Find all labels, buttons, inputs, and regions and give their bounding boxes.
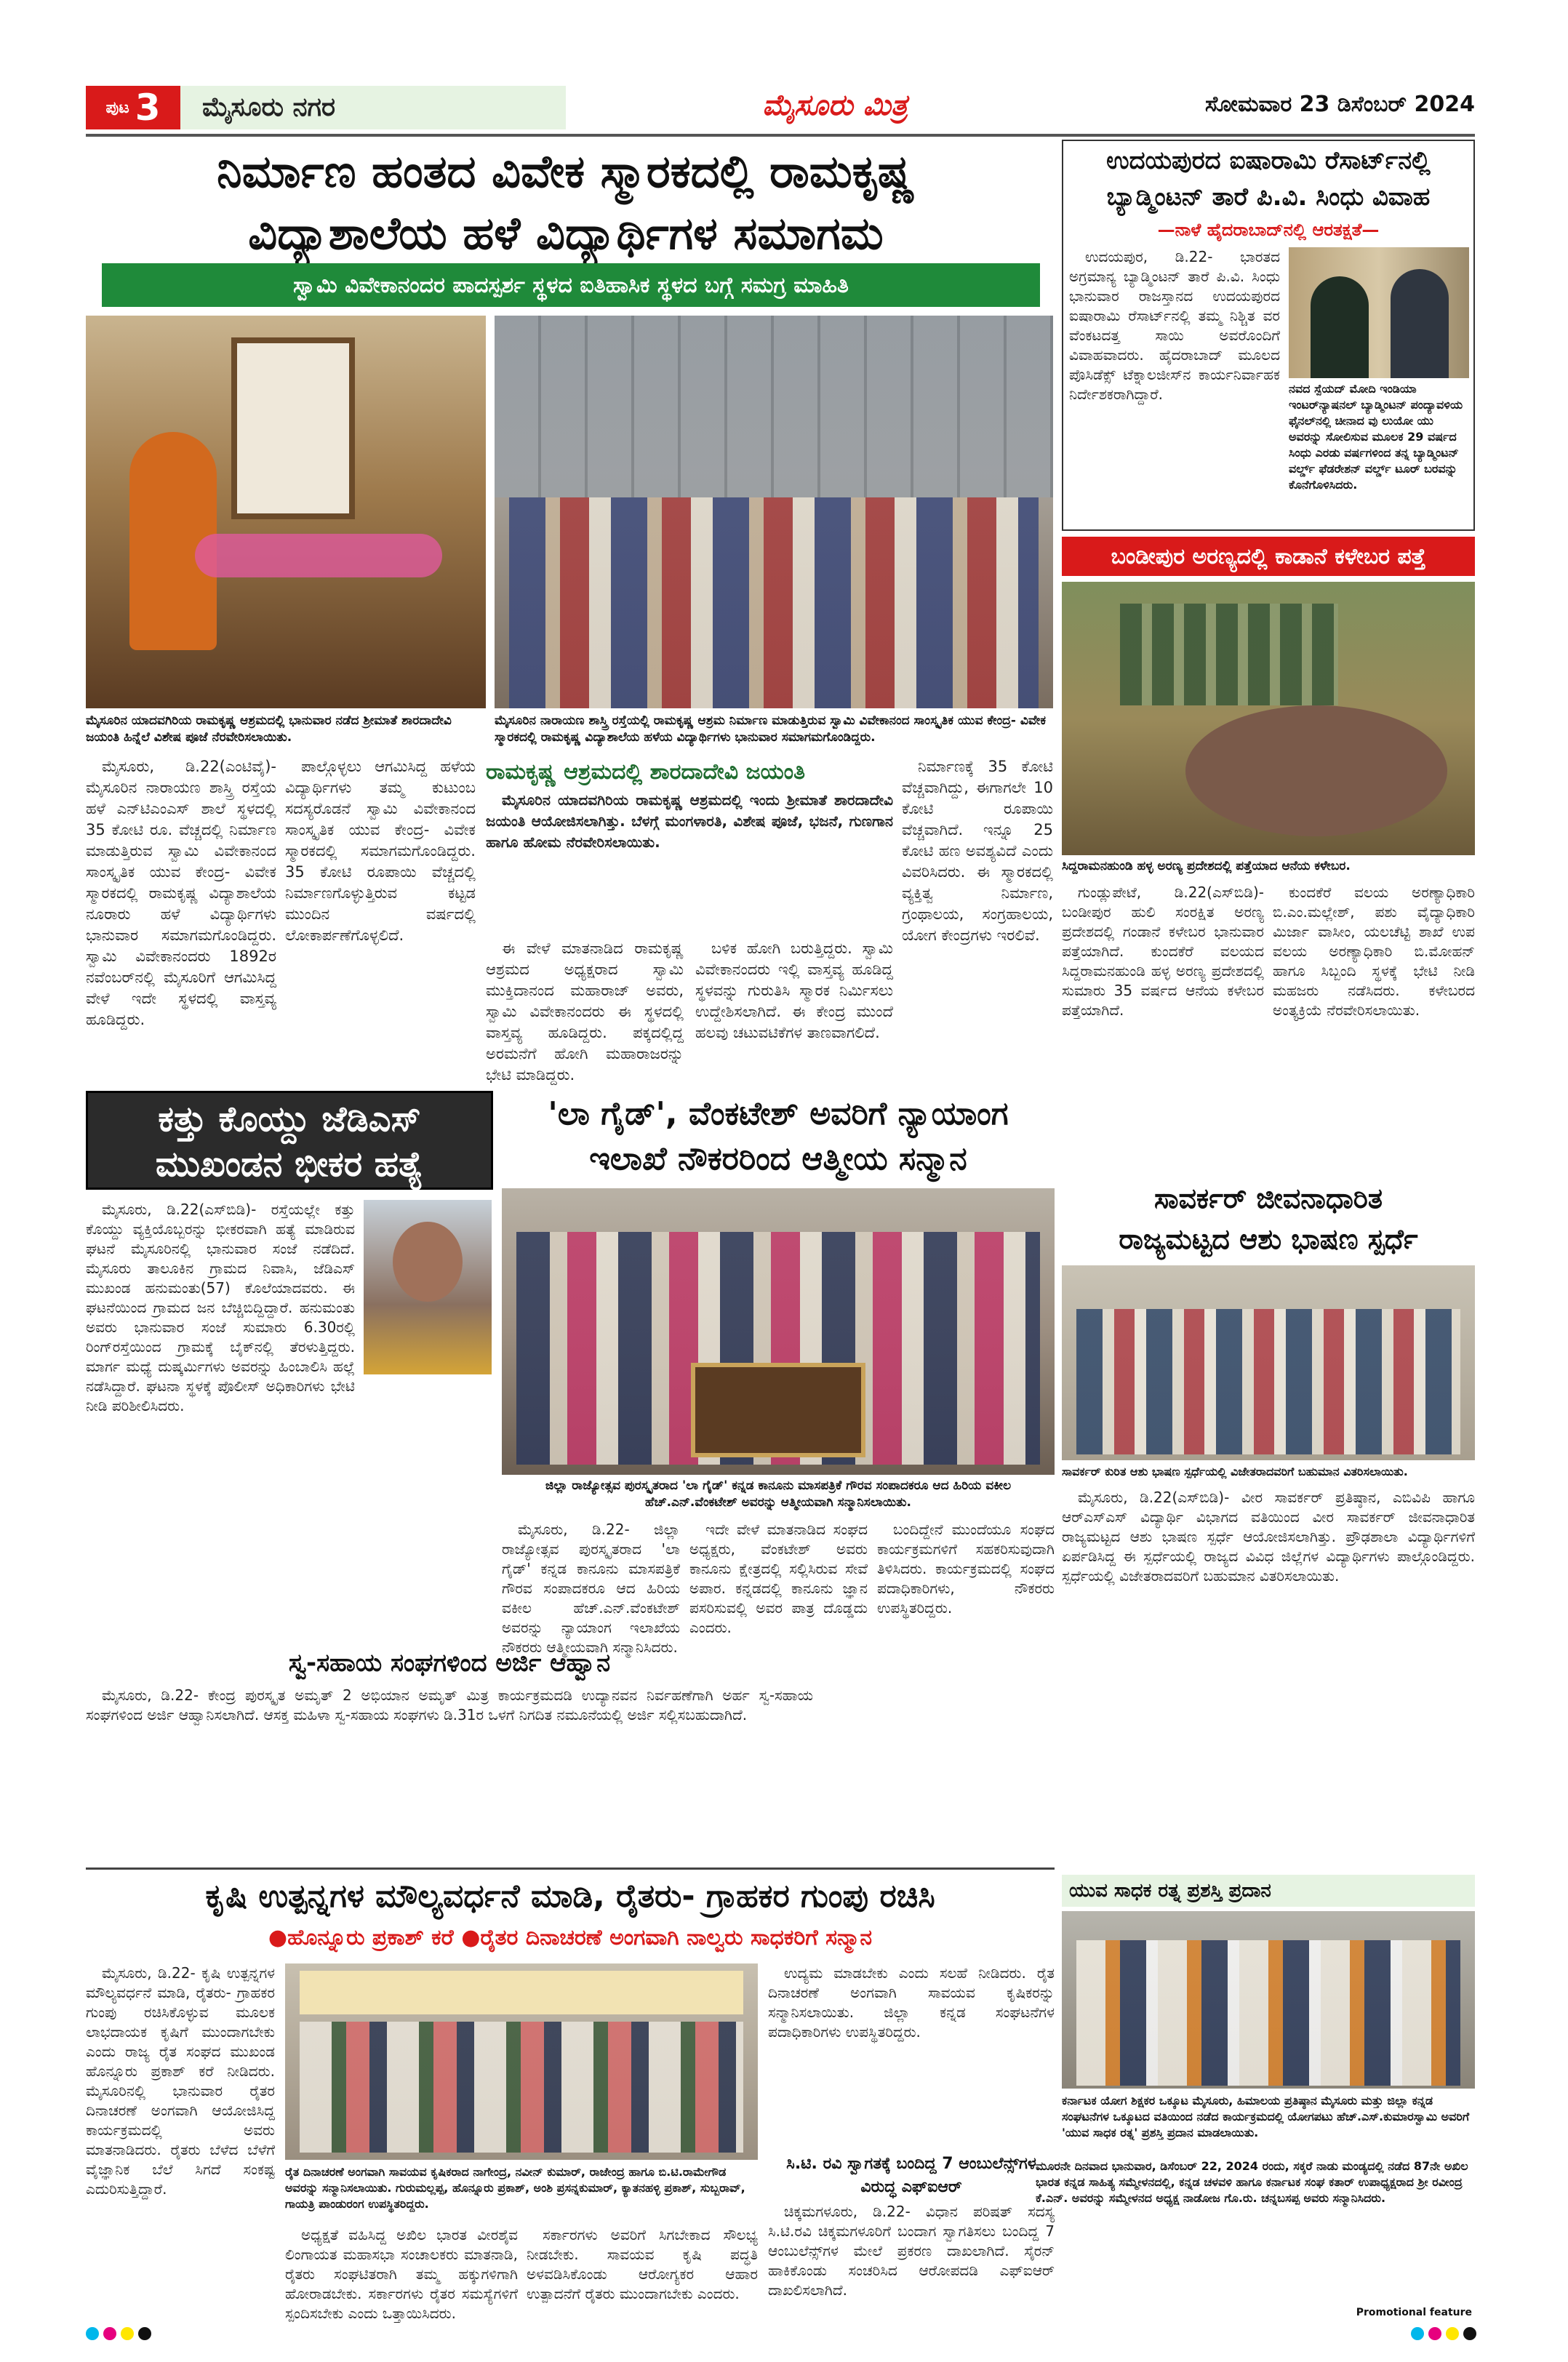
sindhu-figure <box>1311 276 1369 378</box>
law-col3-text: ಬಂದಿದ್ದೇನೆ ಮುಂದೆಯೂ ಸಂಘದ ಕಾರ್ಯಕ್ರಮಗಳಿಗೆ ಸಹಕರಿಸುವುದಾಗಿ ತಿಳಿಸಿದರು. ಕಾರ್ಯಕ್ರಮದಲ್ಲಿ ಸಂಘದ ಪದಾಧಿಕಾರಿಗಳು, ನೌಕರರು ಉಪಸ್ಥಿತರಿದ್ದರು. <box>877 1521 1055 1617</box>
krishi-col1-text: ಮೈಸೂರು, ಡಿ.22- ಕೃಷಿ ಉತ್ಪನ್ನಗಳ ಮೌಲ್ಯವರ್ಧನೆ ಮಾಡಿ, ರೈತರು- ಗ್ರಾಹಕರ ಗುಂಪು ರಚಿಸಿಕೊಳ್ಳುವ ಮೂಲಕ ಲಾಭದಾಯಕ ಕೃಷಿಗೆ ಮುಂದಾಗಬೇಕು ಎಂದು ರಾಜ್ಯ ರೈತ ಸಂಘದ ಮುಖಂಡ ಹೊನ್ನೂರು ಪ್ರಕಾಶ್ ಕರೆ ನೀಡಿದರು. ಮೈಸೂರಿನಲ್ಲಿ ಭಾನುವಾರ ರೈತರ ದಿನಾಚರಣೆ ಅಂಗವಾಗಿ ಆಯೋಜಿಸಿದ್ದ ಕಾರ್ಯಕ್ರಮದಲ್ಲಿ ಅವರು ಮಾತನಾಡಿದರು. ರೈತರು ಬೆಳೆದ ಬೆಳೆಗೆ ವೈಜ್ಞಾನಿಕ ಬೆಲೆ ಸಿಗದೆ ಸಂಕಷ್ಟ ಎದುರಿಸುತ್ತಿದ್ದಾರೆ. <box>86 1964 275 2198</box>
yuva-caption: ಕರ್ನಾಟಕ ಯೋಗ ಶಿಕ್ಷಕರ ಒಕ್ಕೂಟ ಮೈಸೂರು, ಹಿಮಾಲಯ ಪ್ರತಿಷ್ಠಾನ ಮೈಸೂರು ಮತ್ತು ಜಿಲ್ಲಾ ಕನ್ನಡ ಸಂಘಟನೆಗಳ ಒಕ್ಕೂಟದ ವತಿಯಿಂದ ನಡೆದ ಕಾರ್ಯಕ್ರಮದಲ್ಲಿ ಯೋಗಪಟು ಹೆಚ್.ಎಸ್.ಕುಮಾರಸ್ವಾಮಿ ಅವರಿಗೆ 'ಯುವ ಸಾಧಕ ರತ್ನ' ಪ್ರಶಸ್ತಿ ಪ್ರದಾನ ಮಾಡಲಾಯಿತು. <box>1062 2094 1470 2139</box>
law-headline-line1: 'ಲಾ ಗೈಡ್', ವೆಂಕಟೇಶ್ ಅವರಿಗೆ ನ್ಯಾಯಾಂಗ <box>548 1095 1009 1132</box>
promo-caption: ಮೂರನೇ ದಿನವಾದ ಭಾನುವಾರ, ಡಿಸೆಂಬರ್ 22, 2024 ರಂದು, ಸಕ್ಕರೆ ನಾಡು ಮಂಡ್ಯದಲ್ಲಿ ನಡೆದ 87ನೇ ಅಖಿಲ ಭಾರತ ಕನ್ನಡ ಸಾಹಿತ್ಯ ಸಮ್ಮೇಳನದಲ್ಲಿ, ಕನ್ನಡ ಚಳವಳಿ ಹಾಗೂ ಕರ್ನಾಟಕ ಸಂಘ ಕತಾರ್ ಉಪಾಧ್ಯಕ್ಷರಾದ ಶ್ರೀ ರವೀಂದ್ರ ಕೆ.ಎನ್. ಅವರನ್ನು ಸಮ್ಮೇಳನದ ಅಧ್ಯಕ್ಷ ನಾಡೋಜ ಗೊ.ರು. ಚನ್ನಬಸಪ್ಪ ಅವರು ಸನ್ಮಾನಿಸಿದರು. <box>1036 2159 1468 2205</box>
section-name: ಮೈಸೂರು ನಗರ <box>180 86 566 129</box>
photo-krishi-felicitation <box>285 1963 758 2160</box>
murder-body <box>86 1200 493 1636</box>
law-headline-line2: ಇಲಾಖೆ ನೌಕರರಿಂದ ಆತ್ಮೀಯ ಸನ್ಮಾನ <box>589 1140 967 1177</box>
krishi-caption: ರೈತ ದಿನಾಚರಣೆ ಅಂಗವಾಗಿ ಸಾವಯವ ಕೃಷಿಕರಾದ ನಾಗೇಂದ್ರ, ನವೀನ್ ಕುಮಾರ್, ರಾಜೇಂದ್ರ ಹಾಗೂ ಬಿ.ಟಿ.ರಾಮೇಗೌಡ ಅವರನ್ನು ಸನ್ಮಾನಿಸಲಾಯಿತು. ಗುರುಮಲ್ಲಪ್ಪ, ಹೊನ್ನೂರು ಪ್ರಕಾಶ್, ಅಂಶಿ ಪ್ರಸನ್ನಕುಮಾರ್, ಕ್ಯಾತನಹಳ್ಳಿ ಪ್ರಕಾಶ್, ಸುಬ್ಬರಾವ್, ಗಾಯತ್ರಿ ಪಾಂಡುರಂಗ ಉಪಸ್ಥಿತರಿದ್ದರು. <box>285 2165 745 2211</box>
krishi-body-col3 <box>527 2225 758 2313</box>
krishi-body-col1 <box>86 1963 275 2305</box>
photo-alumni-group <box>495 316 1053 708</box>
savarkar-body <box>1062 1488 1475 1866</box>
elephant-caption: ಸಿದ್ದರಾಮನಹುಂಡಿ ಹಳ್ಳ ಅರಣ್ಯ ಪ್ರದೇಶದಲ್ಲಿ ಪತ್ತೆಯಾದ ಆನೆಯ ಕಳೇಬರ. <box>1062 859 1351 873</box>
photo-elephant-carcass <box>1062 582 1475 855</box>
memento-frame <box>691 1363 865 1457</box>
sharada-intro <box>486 790 893 935</box>
ct-ravi-body-text: ಚಿಕ್ಕಮಗಳೂರು, ಡಿ.22- ವಿಧಾನ ಪರಿಷತ್ ಸದಸ್ಯ ಸಿ.ಟಿ.ರವಿ ಚಿಕ್ಕಮಗಳೂರಿಗೆ ಬಂದಾಗ ಸ್ವಾಗತಿಸಲು ಬಂದಿದ್ದ 7 ಆಂಬುಲೆನ್ಸ್‌ಗಳ ಮೇಲೆ ಪ್ರಕರಣ ದಾಖಲಾಗಿದೆ. ಸೈರನ್ ಹಾಕಿಕೊಂಡು ಸಂಚರಿಸಿದ ಆರೋಪದಡಿ ಎಫ್‌ಐಆರ್ ದಾಖಲಿಸಲಾಗಿದೆ. <box>768 2203 1055 2299</box>
krishi-col3-text: ಸರ್ಕಾರಗಳು ಅವರಿಗೆ ಸಿಗಬೇಕಾದ ಸೌಲಭ್ಯ ನೀಡಬೇಕು. ಸಾವಯವ ಕೃಷಿ ಪದ್ಧತಿ ಅಳವಡಿಸಿಕೊಂಡು ಆರೋಗ್ಯಕರ ಆಹಾರ ಉತ್ಪಾದನೆಗೆ ರೈತರು ಮುಂದಾಗಬೇಕು ಎಂದರು. <box>527 2226 758 2302</box>
ct-ravi-body <box>768 2202 1055 2311</box>
lead-subhead: ಸ್ವಾಮಿ ವಿವೇಕಾನಂದರ ಪಾದಸ್ಪರ್ಶ ಸ್ಥಳದ ಐತಿಹಾಸಿಕ ಸ್ಥಳದ ಬಗ್ಗೆ ಸಮಗ್ರ ಮಾಹಿತಿ <box>102 263 1040 307</box>
murder-headline-box <box>86 1091 493 1190</box>
winners-group <box>1076 1309 1460 1454</box>
photo-law-felicitation <box>502 1188 1055 1475</box>
murder-body-text: ಮೈಸೂರು, ಡಿ.22(ಎಸ್‌ಬಿಡಿ)- ರಸ್ತೆಯಲ್ಲೇ ಕತ್ತು ಕೊಯ್ದು ವ್ಯಕ್ತಿಯೊಬ್ಬರನ್ನು ಭೀಕರವಾಗಿ ಹತ್ಯೆ ಮಾಡಿರುವ ಘಟನೆ ಮೈಸೂರಿನಲ್ಲಿ ಭಾನುವಾರ ಸಂಜೆ ನಡೆದಿದೆ. ಮೈಸೂರು ತಾಲೂಕಿನ ಗ್ರಾಮದ ನಿವಾಸಿ, ಜೆಡಿಎಸ್ ಮುಖಂಡ ಹನುಮಂತು(57) ಕೊಲೆಯಾದವರು. ಈ ಘಟನೆಯಿಂದ ಗ್ರಾಮದ ಜನ ಬೆಚ್ಚಿಬಿದ್ದಿದ್ದಾರೆ. ಹನುಮಂತು ಅವರು ಭಾನುವಾರ ಸಂಜೆ ಸುಮಾರು 6.30ರಲ್ಲಿ ರಿಂಗ್‌ರಸ್ತೆಯಿಂದ ಗ್ರಾಮಕ್ಕೆ ಬೈಕ್‌ನಲ್ಲಿ ತೆರಳುತ್ತಿದ್ದರು. ಮಾರ್ಗ ಮಧ್ಯೆ ದುಷ್ಕರ್ಮಿಗಳು ಅವರನ್ನು ಹಿಂಬಾಲಿಸಿ ಹಲ್ಲೆ ನಡೆಸಿದ್ದಾರೆ. ಘಟನಾ ಸ್ಥಳಕ್ಕೆ ಪೊಲೀಸ್ ಅಧಿಕಾರಿಗಳು ಭೇಟಿ ನೀಡಿ ಪರಿಶೀಲಿಸಿದರು. <box>86 1201 355 1414</box>
photo-yuva-award <box>1062 1911 1475 2089</box>
lead-col1-text: ಮೈಸೂರು, ಡಿ.22(ಎಂಟಿವೈ)- ಮೈಸೂರಿನ ನಾರಾಯಣ ಶಾಸ್ತ್ರಿ ರಸ್ತೆಯ ಹಳೆ ಎನ್‌ಟಿಎಂಎಸ್ ಶಾಲೆ ಸ್ಥಳದಲ್ಲಿ 35 ಕೋಟಿ ರೂ. ವೆಚ್ಚದಲ್ಲಿ ನಿರ್ಮಾಣ ಮಾಡುತ್ತಿರುವ ಸ್ವಾಮಿ ವಿವೇಕಾನಂದ ಸಾಂಸ್ಕೃತಿಕ ಯುವ ಕೇಂದ್ರ- ವಿವೇಕ ಸ್ಮಾರಕದಲ್ಲಿ ರಾಮಕೃಷ್ಣ ವಿದ್ಯಾಶಾಲೆಯ ನೂರಾರು ಹಳೆ ವಿದ್ಯಾರ್ಥಿಗಳು ಭಾನುವಾರ ಸಮಾಗಮಗೊಂಡಿದ್ದರು. ಸ್ವಾಮಿ ವಿವೇಕಾನಂದರು 1892ರ ನವೆಂಬರ್‌ನಲ್ಲಿ ಮೈಸೂರಿಗೆ ಆಗಮಿಸಿದ್ದ ವೇಳೆ ಇದೇ ಸ್ಥಳದಲ್ಲಿ ವಾಸ್ತವ್ಯ ಹೂಡಿದ್ದರು. <box>86 758 276 1028</box>
law-body-col1 <box>502 1520 680 1862</box>
sindhu-headline-line1: ಉದಯಪುರದ ಐಷಾರಾಮಿ ರೆಸಾರ್ಟ್‌ನಲ್ಲಿ <box>1106 146 1431 175</box>
reg-dot-magenta-right <box>1428 2327 1441 2340</box>
reg-dot-magenta <box>103 2327 116 2340</box>
lead-headline-line1: ನಿರ್ಮಾಣ ಹಂತದ ವಿವೇಕ ಸ್ಮಾರಕದಲ್ಲಿ ರಾಮಕೃಷ್ಣ <box>217 145 915 198</box>
law-col1-text: ಮೈಸೂರು, ಡಿ.22- ಜಿಲ್ಲಾ ರಾಜ್ಯೋತ್ಸವ ಪುರಸ್ಕೃತರಾದ 'ಲಾ ಗೈಡ್' ಕನ್ನಡ ಕಾನೂನು ಮಾಸಪತ್ರಿಕೆ ಗೌರವ ಸಂಪಾದಕರೂ ಆದ ಹಿರಿಯ ವಕೀಲ ಹೆಚ್.ಎನ್.ವೆಂಕಟೇಶ್ ಅವರನ್ನು ನ್ಯಾಯಾಂಗ ಇಲಾಖೆಯ ನೌಕರರು ಆತ್ಮೀಯವಾಗಿ ಸನ್ಮಾನಿಸಿದರು. <box>502 1521 680 1656</box>
page-label: ಪುಟ <box>105 98 129 117</box>
savarkar-headline-line1: ಸಾವರ್ಕರ್ ಜೀವನಾಧಾರಿತ <box>1153 1182 1383 1214</box>
reg-dot-yellow <box>121 2327 134 2340</box>
elephant-col1-text: ಗುಂಡ್ಲುಪೇಟೆ, ಡಿ.22(ಎಸ್‌ಬಿಡಿ)- ಬಂಡೀಪುರ ಹುಲಿ ಸಂರಕ್ಷಿತ ಅರಣ್ಯ ಪ್ರದೇಶದಲ್ಲಿ ಗಂಡಾನೆ ಕಳೇಬರ ಭಾನುವಾರ ಪತ್ತೆಯಾಗಿದೆ. ಕುಂದಕೆರೆ ವಲಯದ ಸಿದ್ದರಾಮನಹುಂಡಿ ಹಳ್ಳ ಅರಣ್ಯ ಪ್ರದೇಶದಲ್ಲಿ ಸುಮಾರು 35 ವರ್ಷದ ಆನೆಯ ಕಳೇಬರ ಪತ್ತೆಯಾಗಿದೆ. <box>1062 884 1264 1019</box>
krishi-body-col2 <box>285 2225 518 2322</box>
masthead-rule <box>86 134 1475 137</box>
sindhu-kicker: —ನಾಳೆ ಹೈದರಾಬಾದ್‌ನಲ್ಲಿ ಆರತಕ್ಷತೆ— <box>1157 220 1380 240</box>
building-scaffold <box>495 316 1053 497</box>
flower-garlands <box>195 534 442 577</box>
reg-dot-cyan-right <box>1411 2327 1424 2340</box>
krishi-top-rule <box>86 1867 1055 1870</box>
photo-sindhu-couple <box>1289 247 1469 378</box>
krishi-body-col4 <box>768 1963 1055 2145</box>
law-caption: ಜಿಲ್ಲಾ ರಾಜ್ಯೋತ್ಸವ ಪುರಸ್ಕೃತರಾದ 'ಲಾ ಗೈಡ್' ಕನ್ನಡ ಕಾನೂನು ಮಾಸಪತ್ರಿಕೆ ಗೌರವ ಸಂಪಾದಕರೂ ಆದ ಹಿರಿಯ ವಕೀಲ ಹೆಚ್.ಎನ್.ವೆಂಕಟೇಶ್ ಅವರನ್ನು ಆತ್ಮೀಯವಾಗಿ ಸನ್ಮಾನಿಸಲಾಯಿತು. <box>545 1478 1012 1510</box>
sindhu-caption: ನವದ ಸ್ಪೆಯದ್ ಮೋದಿ ಇಂಡಿಯಾ ಇಂಟರ್‌ನ್ಯಾಷನಲ್ ಬ್ಯಾಡ್ಮಿಂಟನ್ ಪಂದ್ಯಾವಳಿಯ ಫೈನಲ್‌ನಲ್ಲಿ ಚೀನಾದ ವು ಲುಯೋ ಯು ಅವರನ್ನು ಸೋಲಿಸುವ ಮೂಲಕ 29 ವರ್ಷದ ಸಿಂಧು ಎರಡು ವರ್ಷಗಳಿಂದ ತನ್ನ ಬ್ಯಾಡ್ಮಿಂಟನ್ ವರ್ಲ್ಡ್ ಫೆಡರೇಶನ್ ವರ್ಲ್ಡ್ ಟೂರ್ ಬರವನ್ನು ಕೊನೆಗೊಳಿಸಿದರು. <box>1289 382 1463 492</box>
photo-savarkar-winners <box>1062 1265 1475 1460</box>
lead-headline-line2: ವಿದ್ಯಾಶಾಲೆಯ ಹಳೆ ವಿದ್ಯಾರ್ಥಿಗಳ ಸಮಾಗಮ <box>248 207 884 260</box>
savarkar-caption: ಸಾವರ್ಕರ್ ಕುರಿತ ಆಶು ಭಾಷಣ ಸ್ಪರ್ಧೆಯಲ್ಲಿ ವಿಜೇತರಾದವರಿಗೆ ಬಹುಮಾನ ವಿತರಿಸಲಾಯಿತು. <box>1062 1465 1408 1478</box>
elephant-body-col2 <box>1273 883 1475 1174</box>
selfhelp-body-text: ಮೈಸೂರು, ಡಿ.22- ಕೇಂದ್ರ ಪುರಸ್ಕೃತ ಅಮೃತ್ 2 ಅಭಿಯಾನ ಅಮೃತ್ ಮಿತ್ರ ಕಾರ್ಯಕ್ರಮದಡಿ ಉದ್ಯಾನವನ ನಿರ್ವಹಣೆಗಾಗಿ ಅರ್ಹ ಸ್ವ-ಸಹಾಯ ಸಂಘಗಳಿಂದ ಅರ್ಜಿ ಆಹ್ವಾನಿಸಲಾಗಿದೆ. ಆಸಕ್ತ ಮಹಿಳಾ ಸ್ವ-ಸಹಾಯ ಸಂಘಗಳು ಡಿ.31ರ ಒಳಗೆ ನಿಗದಿತ ನಮೂನೆಯಲ್ಲಿ ಅರ್ಜಿ ಸಲ್ಲಿಸಬಹುದಾಗಿದೆ. <box>86 1686 813 1724</box>
sindhu-body-text: ಉದಯಪುರ, ಡಿ.22- ಭಾರತದ ಅಗ್ರಮಾನ್ಯ ಬ್ಯಾಡ್ಮಿಂಟನ್ ತಾರೆ ಪಿ.ವಿ. ಸಿಂಧು ಭಾನುವಾರ ರಾಜಸ್ತಾನದ ಉದಯಪುರದ ಐಷಾರಾಮಿ ರೆಸಾರ್ಟ್‌ನಲ್ಲಿ ತಮ್ಮ ನಿಶ್ಚಿತ ವರ ವೆಂಕಟದತ್ತ ಸಾಯಿ ಅವರೊಂದಿಗೆ ವಿವಾಹವಾದರು. ಹೈದರಾಬಾದ್ ಮೂಲದ ಪೊಸಿಡೆಕ್ಸ್ ಟೆಕ್ನಾಲಜೀಸ್‌ನ ಕಾರ್ಯನಿರ್ವಾಹಕ ನಿರ್ದೇಶಕರಾಗಿದ್ದಾರೆ. <box>1069 248 1280 403</box>
sindhu-headline-line2: ಬ್ಯಾಡ್ಮಿಂಟನ್ ತಾರೆ ಪಿ.ವಿ. ಸಿಂಧು ವಿವಾಹ <box>1106 183 1431 212</box>
murder-headline-line2: ಮುಖಂಡನ ಭೀಕರ ಹತ್ಯೆ <box>155 1144 424 1185</box>
elephant-headline: ಬಂಡೀಪುರ ಅರಣ್ಯದಲ್ಲಿ ಕಾಡಾನೆ ಕಳೇಬರ ಪತ್ತೆ <box>1062 537 1475 576</box>
yuva-headline: ಯುವ ಸಾಧಕ ರತ್ನ ಪ್ರಶಸ್ತಿ ಪ್ರದಾನ <box>1069 1880 1271 1902</box>
lead-col2-text: ಪಾಲ್ಗೊಳ್ಳಲು ಆಗಮಿಸಿದ್ದ ಹಳೆಯ ವಿದ್ಯಾರ್ಥಿಗಳು ತಮ್ಮ ಕುಟುಂಬ ಸದಸ್ಯರೊಡನೆ ಸ್ವಾಮಿ ವಿವೇಕಾನಂದ ಸಾಂಸ್ಕೃತಿಕ ಯುವ ಕೇಂದ್ರ- ವಿವೇಕ ಸ್ಮಾರಕದಲ್ಲಿ ಸಮಾಗಮಗೊಂಡಿದ್ದರು. 35 ಕೋಟಿ ರೂಪಾಯಿ ವೆಚ್ಚದಲ್ಲಿ ನಿರ್ಮಾಣಗೊಳ್ಳುತ್ತಿರುವ ಕಟ್ಟಡ ಮುಂದಿನ ವರ್ಷದಲ್ಲಿ ಲೋಕಾರ್ಪಣೆಗೊಳ್ಳಲಿದೆ. <box>285 758 476 944</box>
promo-note: Promotional feature <box>1356 2307 1472 2318</box>
krishi-col4-text: ಉದ್ಯಮ ಮಾಡಬೇಕು ಎಂದು ಸಲಹೆ ನೀಡಿದರು. ರೈತ ದಿನಾಚರಣೆ ಅಂಗವಾಗಿ ಸಾವಯವ ಕೃಷಿಕರನ್ನು ಸನ್ಮಾನಿಸಲಾಯಿತು. ಜಿಲ್ಲಾ ಕನ್ನಡ ಸಂಘಟನೆಗಳ ಪದಾಧಿಕಾರಿಗಳು ಉಪಸ್ಥಿತರಿದ್ದರು. <box>768 1964 1055 2041</box>
ct-ravi-headline: ಸಿ.ಟಿ. ರವಿ ಸ್ವಾಗತಕ್ಕೆ ಬಂದಿದ್ದ 7 ಆಂಬುಲೆನ್ಸ್‌ಗಳ ವಿರುದ್ಧ ಎಫ್‌ಐಆರ್ <box>786 2155 1036 2196</box>
lead-col3-text: ಈ ವೇಳೆ ಮಾತನಾಡಿದ ರಾಮಕೃಷ್ಣ ಆಶ್ರಮದ ಅಧ್ಯಕ್ಷರಾದ ಸ್ವಾಮಿ ಮುಕ್ತಿದಾನಂದ ಮಹಾರಾಜ್ ಅವರು, ಸ್ವಾಮಿ ವಿವೇಕಾನಂದರು ಈ ಸ್ಥಳದಲ್ಲಿ ವಾಸ್ತವ್ಯ ಹೂಡಿದ್ದರು. ಪಕ್ಕದಲ್ಲಿದ್ದ ಅರಮನೆಗೆ ಹೋಗಿ ಮಹಾರಾಜರನ್ನು ಭೇಟಿ ಮಾಡಿದ್ದರು. <box>486 940 684 1084</box>
savarkar-headline-line2: ರಾಜ್ಯಮಟ್ಟದ ಆಶು ಭಾಷಣ ಸ್ಪರ್ಧೆ <box>1119 1223 1418 1255</box>
masthead <box>86 86 1475 135</box>
photo-sharada-puja <box>86 316 486 708</box>
lead-caption-left: ಮೈಸೂರಿನ ಯಾದವಗಿರಿಯ ರಾಮಕೃಷ್ಣ ಆಶ್ರಮದಲ್ಲಿ ಭಾನುವಾರ ನಡೆದ ಶ್ರೀಮಾತೆ ಶಾರದಾದೇವಿ ಜಯಂತಿ ಹಿನ್ನೆಲೆ ವಿಶೇಷ ಪೂಜೆ ನೆರವೇರಿಸಲಾಯಿತು. <box>86 713 452 745</box>
forest-officials <box>1120 604 1338 705</box>
lead-col5-text: ನಿರ್ಮಾಣಕ್ಕೆ 35 ಕೋಟಿ ವೆಚ್ಚವಾಗಿದ್ದು, ಈಗಾಗಲೇ 10 ಕೋಟಿ ರೂಪಾಯಿ ವೆಚ್ಚವಾಗಿದೆ. ಇನ್ನೂ 25 ಕೋಟಿ ಹಣ ಅವಶ್ಯವಿದೆ ಎಂದು ವಿವರಿಸಿದರು. ಈ ಸ್ಮಾರಕದಲ್ಲಿ ವ್ಯಕ್ತಿತ್ವ ನಿರ್ಮಾಣ, ಗ್ರಂಥಾಲಯ, ಸಂಗ್ರಹಾಲಯ, ಯೋಗ ಕೇಂದ್ರಗಳು ಇರಲಿವೆ. <box>902 758 1053 944</box>
page-number: 3 <box>135 87 161 129</box>
reg-dot-yellow-right <box>1446 2327 1459 2340</box>
yuva-headline-bar <box>1062 1875 1475 1907</box>
farmers-group <box>300 2022 743 2153</box>
sharada-intro-text: ಮೈಸೂರಿನ ಯಾದವಗಿರಿಯ ರಾಮಕೃಷ್ಣ ಆಶ್ರಮದಲ್ಲಿ ಇಂದು ಶ್ರೀಮಾತೆ ಶಾರದಾದೇವಿ ಜಯಂತಿ ಆಯೋಜಿಸಲಾಗಿತ್ತು. ಬೆಳಗ್ಗೆ ಮಂಗಳಾರತಿ, ವಿಶೇಷ ಪೂಜೆ, ಭಜನೆ, ಗುಣಗಾನ ಹಾಗೂ ಹೋಮ ನೆರವೇರಿಸಲಾಯಿತು. <box>486 791 893 851</box>
banner <box>300 1971 743 2014</box>
law-body-col3 <box>877 1520 1055 1862</box>
paper-name: ಮೈಸೂರು ಮಿತ್ರ <box>762 89 908 122</box>
lead-caption-right: ಮೈಸೂರಿನ ನಾರಾಯಣ ಶಾಸ್ತ್ರಿ ರಸ್ತೆಯಲ್ಲಿ ರಾಮಕೃಷ್ಣ ಆಶ್ರಮ ನಿರ್ಮಾಣ ಮಾಡುತ್ತಿರುವ ಸ್ವಾಮಿ ವಿವೇಕಾನಂದ ಸಾಂಸ್ಕೃತಿಕ ಯುವ ಕೇಂದ್ರ- ವಿವೇಕ ಸ್ಮಾರಕದಲ್ಲಿ ರಾಮಕೃಷ್ಣ ವಿದ್ಯಾಶಾಲೆಯ ಹಳೆಯ ವಿದ್ಯಾರ್ಥಿಗಳು ಭಾನುವಾರ ಸಮಾಗಮಗೊಂಡಿದ್ದರು. <box>495 713 1046 745</box>
promo-feature <box>1036 2158 1475 2324</box>
reg-dot-cyan <box>86 2327 99 2340</box>
law-col2-text: ಇದೇ ವೇಳೆ ಮಾತನಾಡಿದ ಸಂಘದ ಅಧ್ಯಕ್ಷರು, ವೆಂಕಟೇಶ್ ಅವರು ಕಾನೂನು ಕ್ಷೇತ್ರದಲ್ಲಿ ಸಲ್ಲಿಸಿರುವ ಸೇವೆ ಅಪಾರ. ಕನ್ನಡದಲ್ಲಿ ಕಾನೂನು ಜ್ಞಾನ ಪಸರಿಸುವಲ್ಲಿ ಅವರ ಪಾತ್ರ ದೊಡ್ಡದು ಎಂದರು. <box>689 1521 868 1636</box>
groom-figure <box>1391 269 1449 378</box>
krishi-subhead: ●ಹೊನ್ನೂರು ಪ್ರಕಾಶ್ ಕರೆ ●ರೈತರ ದಿನಾಚರಣೆ ಅಂಗವಾಗಿ ನಾಲ್ವರು ಸಾಧಕರಿಗೆ ಸನ್ಮಾನ <box>268 1925 873 1950</box>
reg-dot-black-right <box>1463 2327 1476 2340</box>
issue-date: ಸೋಮವಾರ 23 ಡಿಸೆಂಬರ್ 2024 <box>1205 92 1475 117</box>
murder-headline-line1: ಕತ್ತು ಕೊಯ್ದು ಜೆಡಿಎಸ್ <box>158 1099 421 1140</box>
law-body-col2 <box>689 1520 868 1862</box>
group-people <box>509 497 1039 708</box>
shrine-frame <box>231 337 355 519</box>
reg-dot-black <box>138 2327 151 2340</box>
elephant-body-col1 <box>1062 883 1264 1174</box>
carcass-shape <box>1185 705 1447 836</box>
krishi-col2-text: ಅಧ್ಯಕ್ಷತೆ ವಹಿಸಿದ್ದ ಅಖಿಲ ಭಾರತ ವೀರಶೈವ ಲಿಂಗಾಯತ ಮಹಾಸಭಾ ಸಂಚಾಲಕರು ಮಾತನಾಡಿ, ರೈತರು ಸಂಘಟಿತರಾಗಿ ತಮ್ಮ ಹಕ್ಕುಗಳಿಗಾಗಿ ಹೋರಾಡಬೇಕು. ಸರ್ಕಾರಗಳು ರೈತರ ಸಮಸ್ಯೆಗಳಿಗೆ ಸ್ಪಂದಿಸಬೇಕು ಎಂದು ಒತ್ತಾಯಿಸಿದರು. <box>285 2226 518 2322</box>
selfhelp-headline: ಸ್ವ-ಸಹಾಯ ಸಂಘಗಳಿಂದ ಅರ್ಜಿ ಆಹ್ವಾನ <box>288 1649 611 1678</box>
savarkar-body-text: ಮೈಸೂರು, ಡಿ.22(ಎಸ್‌ಬಿಡಿ)- ವೀರ ಸಾವರ್ಕರ್ ಪ್ರತಿಷ್ಠಾನ, ಎಬಿವಿಪಿ ಹಾಗೂ ಆರ್‌ಎಸ್‌ಎಸ್ ವಿದ್ಯಾರ್ಥಿ ವಿಭಾಗದ ವತಿಯಿಂದ ವೀರ ಸಾವರ್ಕರ್ ಜೀವನಾಧಾರಿತ ರಾಜ್ಯಮಟ್ಟದ ಆಶು ಭಾಷಣ ಸ್ಪರ್ಧೆ ಆಯೋಜಿಸಲಾಗಿತ್ತು. ಪ್ರೌಢಶಾಲಾ ವಿದ್ಯಾರ್ಥಿಗಳಿಗೆ ಏರ್ಪಡಿಸಿದ್ದ ಈ ಸ್ಪರ್ಧೆಯಲ್ಲಿ ರಾಜ್ಯದ ವಿವಿಧ ಜಿಲ್ಲೆಗಳ ವಿದ್ಯಾರ್ಥಿಗಳು ಪಾಲ್ಗೊಂಡಿದ್ದರು. ಸ್ಪರ್ಧೆಯಲ್ಲಿ ವಿಜೇತರಾದವರಿಗೆ ಬಹುಮಾನ ವಿತರಿಸಲಾಯಿತು. <box>1062 1489 1475 1585</box>
krishi-headline: ಕೃಷಿ ಉತ್ಪನ್ನಗಳ ಮೌಲ್ಯವರ್ಧನೆ ಮಾಡಿ, ರೈತರು- ಗ್ರಾಹಕರ ಗುಂಪು ರಚಿಸಿ <box>205 1878 935 1915</box>
page-label-box <box>86 86 180 129</box>
lead-col4-text: ಬಳಿಕ ಹೋಗಿ ಬರುತ್ತಿದ್ದರು. ಸ್ವಾಮಿ ವಿವೇಕಾನಂದರು ಇಲ್ಲಿ ವಾಸ್ತವ್ಯ ಹೂಡಿದ್ದ ಸ್ಥಳವನ್ನು ಗುರುತಿಸಿ ಸ್ಮಾರಕ ನಿರ್ಮಿಸಲು ಉದ್ದೇಶಿಸಲಾಗಿದೆ. ಈ ಕೇಂದ್ರ ಮುಂದೆ ಹಲವು ಚಟುವಟಿಕೆಗಳ ತಾಣವಾಗಲಿದೆ. <box>695 940 893 1041</box>
sharada-jayanti-headline: ರಾಮಕೃಷ್ಣ ಆಶ್ರಮದಲ್ಲಿ ಶಾರದಾದೇವಿ ಜಯಂತಿ <box>486 759 805 785</box>
award-group <box>1076 1940 1460 2086</box>
sindhu-body <box>1069 247 1280 524</box>
elephant-col2-text: ಕುಂದಕೆರೆ ವಲಯ ಅರಣ್ಯಾಧಿಕಾರಿ ಬಿ.ಎಂ.ಮಲ್ಲೇಶ್, ಪಶು ವೈದ್ಯಾಧಿಕಾರಿ ಮಿರ್ಜಾ ವಾಸೀಂ, ಯಲಚೆಟ್ಟಿ ಶಾಖೆ ಉಪ ವಲಯ ಅರಣ್ಯಾಧಿಕಾರಿ ಬಿ.ಮೋಹನ್ ಹಾಗೂ ಸಿಬ್ಬಂದಿ ಸ್ಥಳಕ್ಕೆ ಭೇಟಿ ನೀಡಿ ಮಹಜರು ನಡೆಸಿದರು. ಕಳೇಬರದ ಅಂತ್ಯಕ್ರಿಯೆ ನೆರವೇರಿಸಲಾಯಿತು. <box>1273 884 1475 1019</box>
